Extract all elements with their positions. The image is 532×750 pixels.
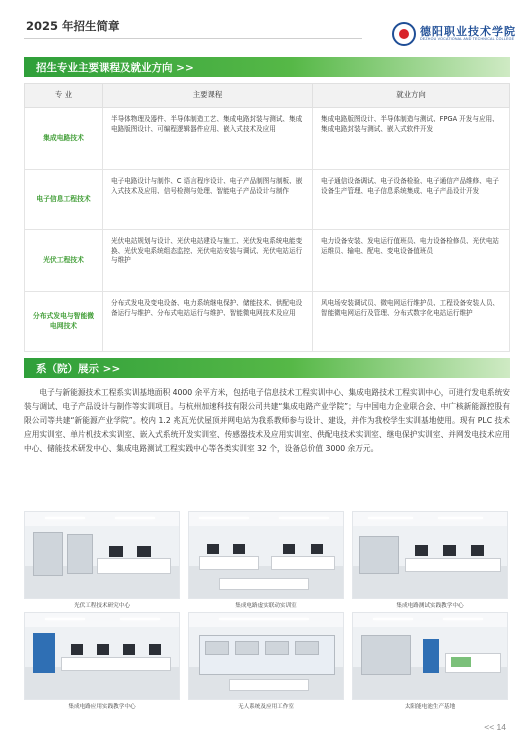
photo-caption: 集成电路应用实践教学中心 [68,704,136,710]
lab-photo [188,511,344,599]
college-logo [392,22,516,50]
lab-photo [24,511,180,599]
major-cell: 分布式发电与智能微电网技术 [25,292,103,352]
course-table [24,83,510,352]
career-cell: 电子通信设备调试、电子设备检验、电子通信产品维修、电子设备生产管理、电子信息系统集成、电子产品设计开发 [313,170,510,230]
photo-caption: 集成电路测试实践教学中心 [396,603,464,609]
section-title-courses: 招生专业主要课程及就业方向 >> [36,62,194,74]
photo-caption: 太阳能电池生产基地 [404,704,456,710]
major-cell: 光伏工程技术 [25,230,103,292]
photo-caption: 集成电路虚实联动实训室 [235,603,297,609]
courses-cell: 电子电路设计与制作、C 语言程序设计、电子产品制图与制板、嵌入式技术及应用、信号检测与处理、智能电子产品设计与制作 [103,170,313,230]
courses-cell: 光伏电站规划与设计、光伏电站建设与施工、光伏发电系统电能变换、光伏发电系统组态监控、光伏电站安装与调试、光伏电站运行与维护 [103,230,313,292]
courses-cell: 半导体物理及器件、半导体制造工艺、集成电路封装与测试、集成电路版图设计、可编程逻辑器件应用、嵌入式技术及应用 [103,108,313,170]
header-major: 专 业 [25,84,103,108]
section-bar-courses [24,57,510,77]
section-bar-showcase [24,358,510,378]
header-divider [24,38,362,39]
table-row [25,292,510,352]
page-header [0,0,532,50]
table-row [25,108,510,170]
lab-photo [188,612,344,700]
table-row [25,170,510,230]
lab-photo [352,612,508,700]
page-number: << 14 [484,722,506,732]
photo-caption: 无人系统及应用工作室 [238,704,294,710]
photo-caption: 光伏工程技术研究中心 [74,603,130,609]
courses-cell: 分布式发电及变电设备、电力系统继电保护、储能技术、供配电设备运行与维护、分布式电站运行与维护、智能微电网技术及应用 [103,292,313,352]
header-career: 就业方向 [313,84,510,108]
department-intro: 电子与新能源技术工程系实训基地面积 4000 余平方米，包括电子信息技术工程实训中心、集成电路技术工程实训中心，可进行发电系统安装与调试、电子产品设计与制作等实训项目。与杭州加速科技有限公司共建“集成电路产业学院”；与中国电力企业联合会、中广核新能源控股有限公司等共建“新能源产业学院”。校内 1.2 兆瓦光伏屋顶并网电站为我系教师参与设计、建设，并作为我校学生实训基地使用。现有 PLC 技术应用实训室、单片机技术实训室、嵌入式系统开发实训室、传感器技术及应用实训室、供配电技术实训室、继电保护实训室、并网发电技术应用中心、储能技术研发中心、集成电路测试工程实践中心等各类实训室 32 个，设备总价值 3000 余万元。 [24,388,510,453]
lab-photo [24,612,180,700]
career-cell: 风电场安装调试员、微电网运行维护员、工程设备安装人员、智能微电网运行及管理、分布式数字化电站运行维护 [313,292,510,352]
career-cell: 集成电路版图设计、半导体制造与测试、FPGA 开发与应用、集成电路封装与测试、嵌入式软件开发 [313,108,510,170]
lab-photo [352,511,508,599]
header-courses: 主要课程 [103,84,313,108]
table-row [25,230,510,292]
brochure-title: 2025 年招生简章 [26,19,120,33]
college-seal-icon [392,22,416,46]
career-cell: 电力设备安装、发电运行值班员、电力设备检修员、光伏电站运维员、输电、配电、变电设备值班员 [313,230,510,292]
section-title-showcase: 系（院）展示 >> [36,363,121,375]
college-name-cn: 德阳职业技术学院 [420,25,516,38]
major-cell: 集成电路技术 [25,108,103,170]
major-cell: 电子信息工程技术 [25,170,103,230]
table-header-row [25,84,510,108]
college-name-en: DEZHOU VOCATIONAL AND TECHNICAL COLLEGE [420,37,515,41]
